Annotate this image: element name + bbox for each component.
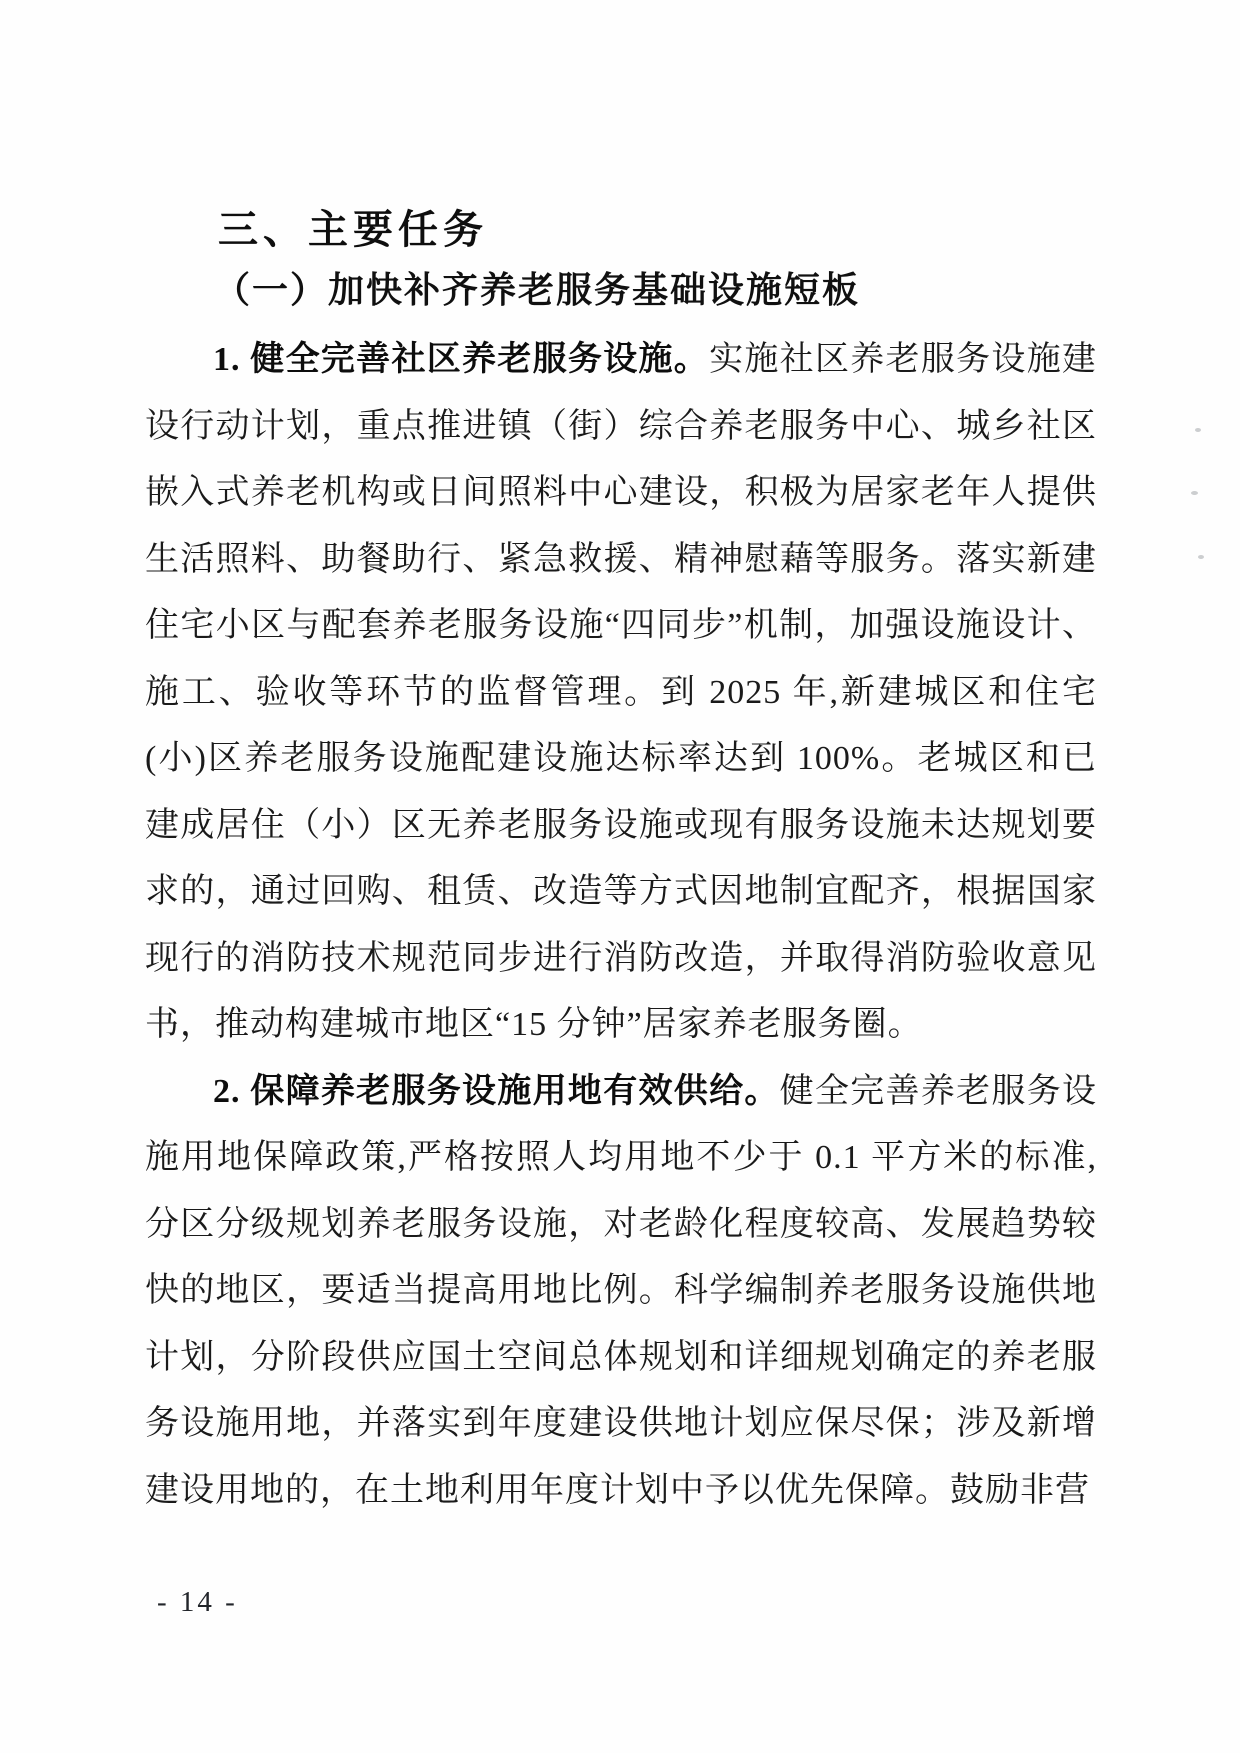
paragraph-1-text: 实施社区养老服务设施建设行动计划，重点推进镇（街）综合养老服务中心、城乡社区嵌入式养老机构或日间照料中心建设，积极为居家老年人提供生活照料、助餐助行、紧急救援、精神慰藉等服务。落实新建住宅小区与配套养老服务设施“四同步”机制，加强设施设计、施工、验收等环节的监督管理。到 2025 年,新建城区和住宅(小)区养老服务设施配建设施达标率达到 100%。老城区和已建成居住（小）区无养老服务设施或现有服务设施未达规划要求的，通过回购、租赁、改造等方式因地制宜配齐，根据国家现行的消防技术规范同步进行消防改造，并取得消防验收意见书，推动构建城市地区“15 分钟”居家养老服务圈。 <box>145 341 1098 1043</box>
subsection-heading: （一）加快补齐养老服务基础设施短板 <box>214 270 861 310</box>
scan-artifact-speck <box>1195 428 1201 432</box>
paragraph-1-lead: 1. 健全完善社区养老服务设施。 <box>213 341 710 378</box>
page-number: - 14 - <box>157 1586 238 1618</box>
section-heading: 三、主要任务 <box>218 208 488 252</box>
scan-artifact-speck <box>1198 555 1204 559</box>
body-text <box>145 327 1097 1524</box>
paragraph-2-lead: 2. 保障养老服务设施用地有效供给。 <box>213 1072 780 1110</box>
paragraph-1 <box>145 327 1097 1059</box>
scan-artifact-speck <box>1191 491 1198 495</box>
paragraph-2-text: 健全完善养老服务设施用地保障政策,严格按照人均用地不少于 0.1 平方米的标准,分区分级规划养老服务设施，对老龄化程度较高、发展趋势较快的地区，要适当提高用地比例。科学编制养老服务设施供地计划，分阶段供应国土空间总体规划和详细规划确定的养老服务设施用地，并落实到年度建设供地计划应保尽保；涉及新增建设用地的，在土地利用年度计划中予以优先保障。鼓励非营 <box>145 1072 1098 1509</box>
paragraph-2 <box>145 1059 1097 1525</box>
